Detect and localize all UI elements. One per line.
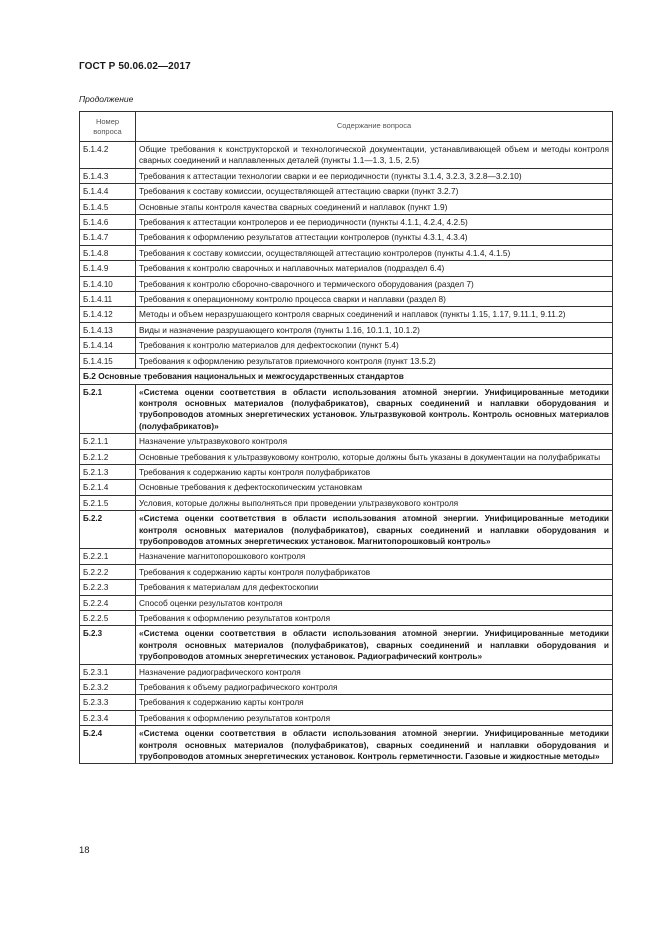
question-text: Требования к объему радиографического контроля: [136, 680, 613, 695]
question-text: «Система оценки соответствия в области использования атомной энергии. Унифицированные методики контроля основных материалов (полуфабрикатов), сварных соединений и наплавки оборудования и трубопроводов атомных энергетических установок. Ультразвуковой контроль. Контроль основных материалов (полуфабрикатов)»: [136, 384, 613, 434]
question-text: Требования к материалам для дефектоскопии: [136, 580, 613, 595]
table-row: [80, 595, 613, 610]
question-text: Виды и назначение разрушающего контроля (пункты 1.16, 10.1.1, 10.1.2): [136, 322, 613, 337]
table-row: [80, 611, 613, 626]
question-number: Б.2.2.4: [80, 595, 136, 610]
table-row: [80, 449, 613, 464]
question-number: Б.1.4.8: [80, 245, 136, 260]
table-row: [80, 464, 613, 479]
table-row: [80, 664, 613, 679]
question-number: Б.1.4.6: [80, 215, 136, 230]
question-text: Требования к контролю материалов для дефектоскопии (пункт 5.4): [136, 338, 613, 353]
question-number: Б.1.4.3: [80, 168, 136, 183]
question-text: Методы и объем неразрушающего контроля сварных соединений и наплавок (пункты 1.15, 1.17, 9.11.1, 9.11.2): [136, 307, 613, 322]
question-text: Требования к оформлению результатов приемочного контроля (пункт 13.5.2): [136, 353, 613, 368]
table-row: [80, 292, 613, 307]
question-text: Условия, которые должны выполняться при проведении ультразвукового контроля: [136, 495, 613, 510]
question-number: Б.2.2.3: [80, 580, 136, 595]
question-text: Назначение радиографического контроля: [136, 664, 613, 679]
question-number: Б.1.4.12: [80, 307, 136, 322]
question-text: «Система оценки соответствия в области использования атомной энергии. Унифицированные методики контроля основных материалов (полуфабрикатов), сварных соединений и наплавки оборудования и трубопроводов атомных энергетических установок. Магнитопорошковый контроль»: [136, 511, 613, 549]
question-text: Способ оценки результатов контроля: [136, 595, 613, 610]
table-row: [80, 495, 613, 510]
table-row: [80, 434, 613, 449]
table-row: [80, 276, 613, 291]
question-number: Б.1.4.9: [80, 261, 136, 276]
section-row: [80, 369, 613, 384]
table-row: [80, 338, 613, 353]
question-number: Б.1.4.13: [80, 322, 136, 337]
table-row: [80, 511, 613, 549]
question-text: Требования к содержанию карты контроля: [136, 695, 613, 710]
table-row: [80, 680, 613, 695]
question-text: Общие требования к конструкторской и технологической документации, устанавливающей объем и методы контроля сварных соединений и наплавленных деталей (пункты 1.1—1.3, 1.5, 2.5): [136, 142, 613, 169]
question-number: Б.2.3.1: [80, 664, 136, 679]
table-row: [80, 168, 613, 183]
table-row: [80, 199, 613, 214]
table-row: [80, 626, 613, 664]
question-text: Основные требования к дефектоскопическим установкам: [136, 480, 613, 495]
question-text: «Система оценки соответствия в области использования атомной энергии. Унифицированные методики контроля основных материалов (полуфабрикатов), сварных соединений и наплавки оборудования и трубопроводов атомных энергетических установок. Контроль герметичности. Газовые и жидкостные методы»: [136, 726, 613, 764]
question-text: Требования к содержанию карты контроля полуфабрикатов: [136, 464, 613, 479]
table-row: [80, 695, 613, 710]
section-title: Б.2 Основные требования национальных и межгосударственных стандартов: [80, 369, 613, 384]
question-number: Б.2.3.3: [80, 695, 136, 710]
question-number: Б.2.1.1: [80, 434, 136, 449]
question-number: Б.2.1.2: [80, 449, 136, 464]
question-number: Б.1.4.5: [80, 199, 136, 214]
question-number: Б.1.4.10: [80, 276, 136, 291]
column-header-number: Номер вопроса: [80, 112, 136, 142]
question-text: Требования к аттестации технологии сварки и ее периодичности (пункты 3.1.4, 3.2.3, 3.2.8—3.2.10): [136, 168, 613, 183]
question-number: Б.2.3.2: [80, 680, 136, 695]
table-row: [80, 549, 613, 564]
question-number: Б.2.3.4: [80, 710, 136, 725]
table-header-row: [80, 112, 613, 142]
question-text: Требования к операционному контролю процесса сварки и наплавки (раздел 8): [136, 292, 613, 307]
question-number: Б.2.1: [80, 384, 136, 434]
question-number: Б.2.1.3: [80, 464, 136, 479]
question-text: Требования к составу комиссии, осуществляющей аттестацию сварки (пункт 3.2.7): [136, 184, 613, 199]
question-text: Требования к оформлению результатов аттестации контролеров (пункты 4.3.1, 4.3.4): [136, 230, 613, 245]
table-row: [80, 230, 613, 245]
question-text: Требования к составу комиссии, осуществляющей аттестацию контролеров (пункты 4.1.4, 4.1.5): [136, 245, 613, 260]
question-number: Б.1.4.14: [80, 338, 136, 353]
question-number: Б.2.2: [80, 511, 136, 549]
table-row: [80, 215, 613, 230]
column-header-content: Содержание вопроса: [136, 112, 613, 142]
question-number: Б.1.4.7: [80, 230, 136, 245]
question-number: Б.1.4.15: [80, 353, 136, 368]
question-text: Требования к аттестации контролеров и ее периодичности (пункты 4.1.1, 4.2.4, 4.2.5): [136, 215, 613, 230]
table-row: [80, 726, 613, 764]
questions-table: [79, 111, 613, 764]
document-header: ГОСТ Р 50.06.02—2017: [79, 61, 191, 72]
question-number: Б.1.4.11: [80, 292, 136, 307]
table-row: [80, 142, 613, 169]
question-text: Назначение магнитопорошкового контроля: [136, 549, 613, 564]
table-row: [80, 480, 613, 495]
question-number: Б.2.2.1: [80, 549, 136, 564]
question-number: Б.2.4: [80, 726, 136, 764]
table-row: [80, 261, 613, 276]
question-number: Б.1.4.4: [80, 184, 136, 199]
page-number: 18: [79, 845, 90, 856]
table-row: [80, 322, 613, 337]
table-row: [80, 710, 613, 725]
question-number: Б.2.1.4: [80, 480, 136, 495]
question-number: Б.1.4.2: [80, 142, 136, 169]
question-text: Назначение ультразвукового контроля: [136, 434, 613, 449]
question-text: Требования к оформлению результатов контроля: [136, 710, 613, 725]
table-row: [80, 564, 613, 579]
question-text: Основные этапы контроля качества сварных соединений и наплавок (пункт 1.9): [136, 199, 613, 214]
question-text: Требования к оформлению результатов контроля: [136, 611, 613, 626]
question-text: Требования к контролю сварочных и наплавочных материалов (подраздел 6.4): [136, 261, 613, 276]
question-number: Б.2.2.2: [80, 564, 136, 579]
question-text: Требования к контролю сборочно-сварочного и термического оборудования (раздел 7): [136, 276, 613, 291]
table-row: [80, 353, 613, 368]
table-row: [80, 384, 613, 434]
question-number: Б.2.1.5: [80, 495, 136, 510]
table-row: [80, 580, 613, 595]
table-row: [80, 307, 613, 322]
question-text: Требования к содержанию карты контроля полуфабрикатов: [136, 564, 613, 579]
table-row: [80, 184, 613, 199]
question-text: «Система оценки соответствия в области использования атомной энергии. Унифицированные методики контроля основных материалов (полуфабрикатов), сварных соединений и наплавки оборудования и трубопроводов атомных энергетических установок. Радиографический контроль»: [136, 626, 613, 664]
table-row: [80, 245, 613, 260]
question-number: Б.2.3: [80, 626, 136, 664]
continuation-label: Продолжение: [79, 94, 134, 104]
question-number: Б.2.2.5: [80, 611, 136, 626]
question-text: Основные требования к ультразвуковому контролю, которые должны быть указаны в документации на полуфабрикаты: [136, 449, 613, 464]
